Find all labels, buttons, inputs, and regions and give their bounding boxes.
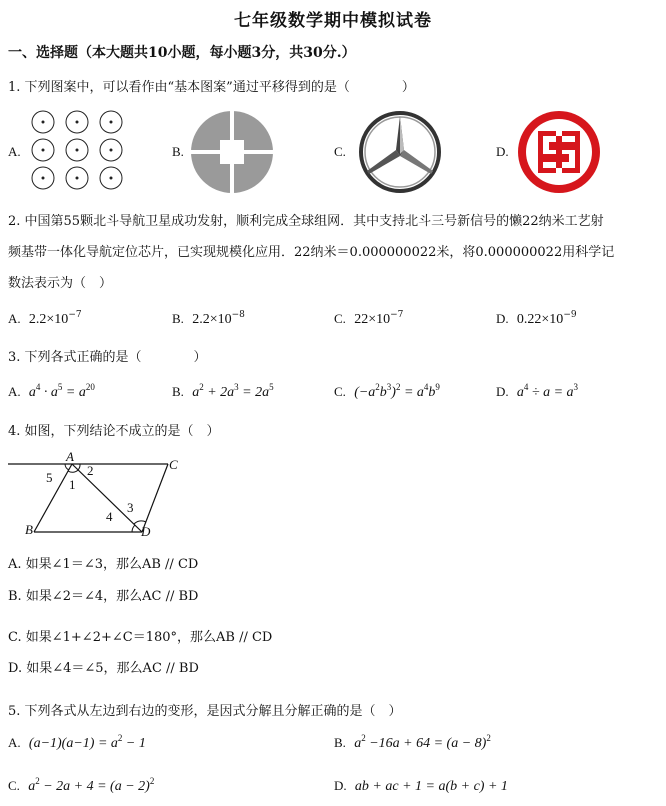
fig-label-d: D xyxy=(141,524,151,539)
q5-option-b: B. $a^2 -16a + 64 = (a - 8)^2$ xyxy=(334,733,491,751)
q3-stem: 3. 下列各式正确的是（ ） xyxy=(8,350,207,365)
q1-pattern-b-icon xyxy=(190,110,274,194)
fig-angle-1: 1 xyxy=(69,477,76,492)
page-title: 七年级数学期中模拟试卷 xyxy=(234,11,432,31)
q4-option-b: B. 如果∠2＝∠4，那么AC // BD xyxy=(8,589,199,604)
q4-stem: 4. 如图，下列结论不成立的是（ ） xyxy=(8,424,220,439)
fig-angle-5: 5 xyxy=(46,470,53,485)
fig-angle-2: 2 xyxy=(87,463,94,478)
fig-angle-4: 4 xyxy=(106,509,113,524)
q2-line-2: 频基带一体化导航定位芯片，已实现规模化应用．22纳米＝0.000000022米，将0.000000022用科学记 xyxy=(8,245,615,260)
q4-option-c: C. 如果∠1+∠2+∠C＝180°，那么AB // CD xyxy=(8,630,273,645)
q2-option-c: C. $22\times 10^{-7}$ xyxy=(334,310,404,327)
q2-option-a: A. $2.2\times 10^{-7}$ xyxy=(8,310,82,327)
q3-option-b: B. $a^2 + 2a^3 = 2a^5$ xyxy=(172,382,274,400)
q1-pattern-a-icon xyxy=(28,108,128,192)
q1-label-c: C. xyxy=(334,144,346,159)
fig-label-a: A xyxy=(66,449,74,464)
q1-label-b: B. xyxy=(172,144,184,159)
q4-option-a: A. 如果∠1＝∠3，那么AB // CD xyxy=(8,557,199,572)
q5-option-c: C. $a^2 - 2a + 4 = (a - 2)^2$ xyxy=(8,776,155,794)
q2-option-b: B. $2.2\times 10^{-8}$ xyxy=(172,310,245,327)
q2-line-3: 数法表示为（ ） xyxy=(8,276,113,291)
q2-line-1: 2. 中国第55颗北斗导航卫星成功发射，顺利完成全球组网．其中支持北斗三号新信号的懒22纳米工艺射 xyxy=(8,214,604,229)
q1-label-d: D. xyxy=(496,144,509,159)
q5-option-d: D. ab + ac + 1 = a(b + c) + 1 xyxy=(334,778,508,794)
q3-option-d: D. $a^4 \div a = a^3$ xyxy=(496,382,579,400)
fig-angle-3: 3 xyxy=(127,500,134,515)
q3-option-c: C. $(-a^2b^3)^2 = a^4b^9$ xyxy=(334,382,440,400)
fig-label-c: C xyxy=(169,457,178,472)
section-heading: 一、选择题（本大题共10小题，每小题3分，共30分.） xyxy=(8,45,356,61)
q4-option-d: D. 如果∠4＝∠5，那么AC // BD xyxy=(8,661,199,676)
q3-option-a: A. $a^4 \cdot a^5 = a^{20}$ xyxy=(8,382,95,400)
q1-pattern-c-icon xyxy=(358,110,442,194)
q1-label-a: A. xyxy=(8,144,21,159)
q5-option-a: A. $(a-1)(a-1) = a^2 - 1$ xyxy=(8,733,146,751)
q4-geometry-figure xyxy=(8,452,208,542)
q1-stem: 1. 下列图案中，可以看作由“基本图案”通过平移得到的是（ ） xyxy=(8,80,415,95)
q5-stem: 5. 下列各式从左边到右边的变形，是因式分解且分解正确的是（ ） xyxy=(8,704,402,719)
q2-option-d: D. $0.22\times 10^{-9}$ xyxy=(496,310,577,327)
fig-label-b: B xyxy=(25,522,33,537)
q1-pattern-d-icon xyxy=(517,110,601,194)
